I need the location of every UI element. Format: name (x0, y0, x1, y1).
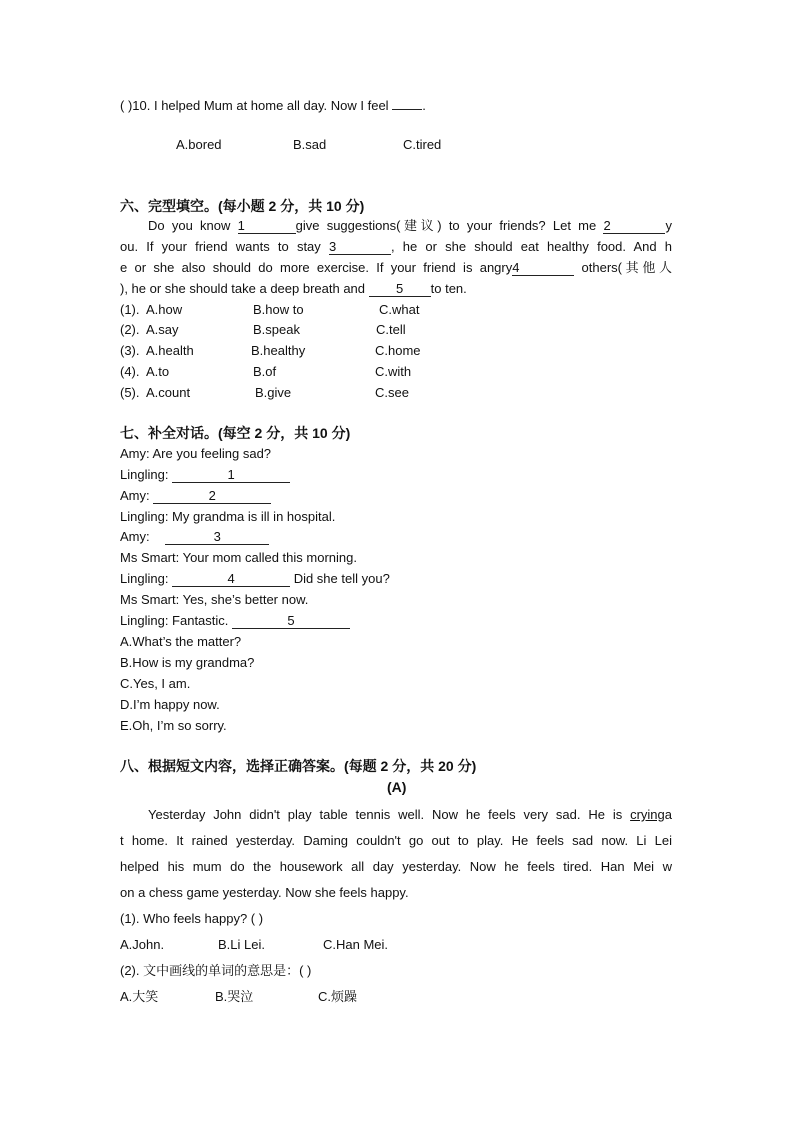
dialogue-line (120, 467, 290, 483)
option-b[interactable]: B.how to (253, 302, 304, 317)
passage-label: (A) (387, 779, 407, 795)
section-6-heading: 六、完型填空。(每小题 2 分，共 10 分) (120, 198, 365, 214)
option-c[interactable]: C.tired (403, 137, 442, 152)
option-a[interactable]: A.say (146, 322, 179, 337)
text: give suggestions(建议) to your friends? Let me (295, 218, 597, 233)
text: Yesterday John didn't play table tennis well. Now he feels very sad. He is (148, 807, 623, 822)
section-7-heading: 七、补全对话。(每空 2 分，共 10 分) (120, 425, 351, 441)
text: Do you know (148, 218, 231, 233)
option-c[interactable]: C.with (375, 364, 412, 379)
text: , he or she should eat healthy food. And h (390, 239, 672, 254)
dialogue-line: Amy: Are you feeling sad? (120, 446, 272, 461)
reading-line-2: t home. It rained yesterday. Daming couldn't go out to play. He feels sad now. Li Lei (120, 833, 672, 848)
option-c[interactable]: C.烦躁 (318, 989, 358, 1004)
text: a (664, 807, 672, 822)
cloze-blank-2[interactable]: 2 (603, 219, 665, 234)
dialogue-line: Lingling: My grandma is ill in hospital. (120, 509, 336, 524)
answer-paren: ( ) (120, 98, 133, 113)
text: Did she tell you? (293, 571, 390, 586)
option-number: (2). (120, 322, 140, 337)
dialogue-line (120, 529, 269, 545)
dialogue-blank-2[interactable]: 2 (153, 489, 271, 504)
option-b[interactable]: B.哭泣 (215, 989, 254, 1004)
option-b[interactable]: B.give (255, 385, 292, 400)
speaker: Amy: (120, 529, 150, 544)
option-b[interactable]: B.sad (293, 137, 327, 152)
option-a[interactable]: A.health (146, 343, 194, 358)
dialogue-line (120, 613, 350, 629)
text: e or she also should do more exercise. If your friend is angry (120, 260, 513, 275)
period: . (422, 98, 426, 113)
dialogue-line: Ms Smart: Yes, she’s better now. (120, 592, 309, 607)
text: ), he or she should take a deep breath and (120, 281, 366, 296)
dialogue-blank-3[interactable]: 3 (165, 530, 269, 545)
option-a[interactable]: A.count (146, 385, 191, 400)
question-10 (120, 98, 426, 114)
dialogue-line (120, 488, 271, 504)
choice-c: C.Yes, I am. (120, 676, 191, 691)
option-number: (3). (120, 343, 140, 358)
option-a[interactable]: A.how (146, 302, 183, 317)
text: ou. If your friend wants to stay (120, 239, 321, 254)
speaker: Lingling: Fantastic. (120, 613, 229, 628)
cloze-blank-5[interactable]: 5 (369, 282, 431, 297)
option-c[interactable]: C.see (375, 385, 409, 400)
choice-b: B.How is my grandma? (120, 655, 255, 670)
question-stem: 10. I helped Mum at home all day. Now I feel (132, 98, 389, 113)
cloze-line-2 (120, 239, 672, 255)
speaker: Lingling: (120, 467, 169, 482)
dialogue-line: Ms Smart: Your mom called this morning. (120, 550, 357, 565)
reading-question-1: (1). Who feels happy? ( ) (120, 911, 264, 926)
answer-blank[interactable] (392, 109, 422, 110)
option-a[interactable]: A.大笑 (120, 989, 159, 1004)
reading-line-3: helped his mum do the housework all day yesterday. Now he feels tired. Han Mei w (120, 859, 672, 874)
option-c[interactable]: C.tell (376, 322, 406, 337)
option-a[interactable]: A.to (146, 364, 170, 379)
text: y (665, 218, 672, 233)
choice-e: E.Oh, I’m so sorry. (120, 718, 227, 733)
choice-a: A.What’s the matter? (120, 634, 242, 649)
dialogue-blank-5[interactable]: 5 (232, 614, 350, 629)
dialogue-blank-1[interactable]: 1 (172, 468, 290, 483)
reading-line-4: on a chess game yesterday. Now she feels happy. (120, 885, 409, 900)
cloze-blank-1[interactable]: 1 (238, 219, 296, 234)
option-b[interactable]: B.Li Lei. (218, 937, 265, 952)
option-a[interactable]: A.John. (120, 937, 165, 952)
choice-d: D.I’m happy now. (120, 697, 220, 712)
option-c[interactable]: C.what (379, 302, 420, 317)
section-8-heading: 八、根据短文内容，选择正确答案。(每题 2 分，共 20 分) (120, 758, 477, 774)
reading-question-2: (2). 文中画线的单词的意思是：( ) (120, 963, 312, 978)
cloze-blank-4[interactable]: 4 (512, 261, 574, 276)
option-c[interactable]: C.Han Mei. (323, 937, 389, 952)
option-b[interactable]: B.speak (253, 322, 300, 337)
cloze-line-4 (120, 281, 467, 297)
option-b[interactable]: B.of (253, 364, 277, 379)
underlined-word: crying (630, 807, 665, 822)
option-a[interactable]: A.bored (176, 137, 222, 152)
speaker: Lingling: (120, 571, 169, 586)
text: to ten. (430, 281, 467, 296)
option-number: (1). (120, 302, 140, 317)
cloze-blank-3[interactable]: 3 (329, 240, 391, 255)
option-number: (5). (120, 385, 140, 400)
option-number: (4). (120, 364, 140, 379)
cloze-line-1 (148, 218, 672, 234)
text: others(其他人 (581, 260, 672, 275)
reading-line-1 (148, 807, 672, 823)
speaker: Amy: (120, 488, 150, 503)
option-c[interactable]: C.home (375, 343, 421, 358)
option-b[interactable]: B.healthy (251, 343, 306, 358)
dialogue-line (120, 571, 390, 587)
dialogue-blank-4[interactable]: 4 (172, 572, 290, 587)
cloze-line-3 (120, 260, 672, 276)
